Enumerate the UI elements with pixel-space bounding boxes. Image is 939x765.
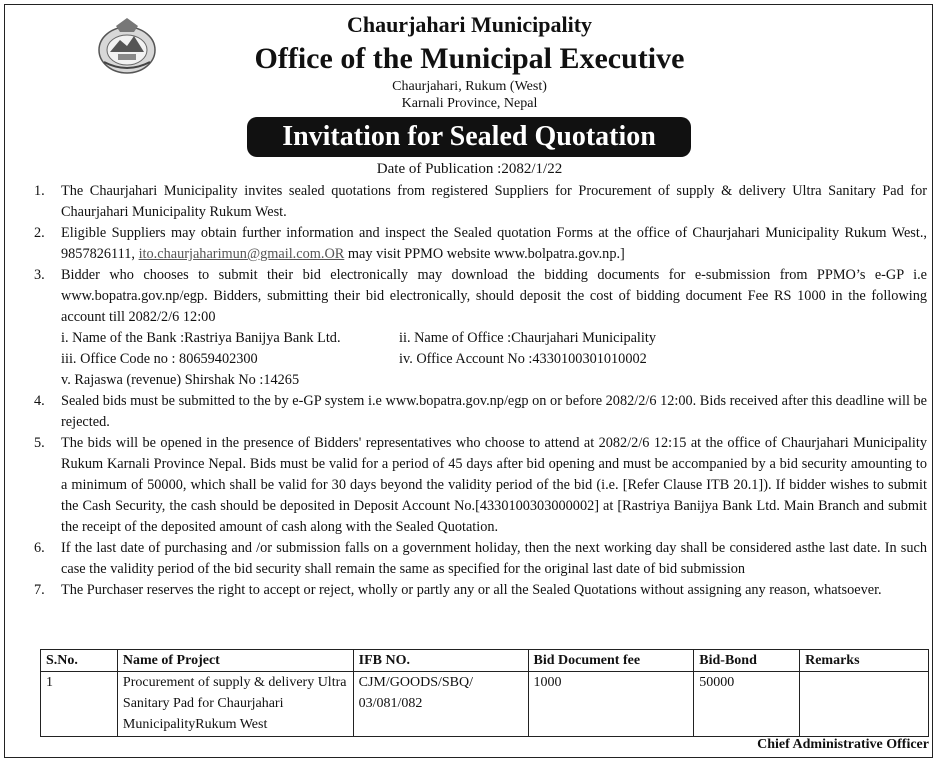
- clause-5: [0, 433, 927, 538]
- clause-number: 3.: [34, 267, 45, 283]
- cell-remarks: [800, 672, 929, 737]
- clause-number: 7.: [34, 582, 45, 598]
- notice-banner: Invitation for Sealed Quotation: [247, 117, 691, 157]
- clause-number: 5.: [34, 435, 45, 451]
- email-link[interactable]: ito.chaurjaharimun@gmail.com.OR: [138, 246, 345, 262]
- col-header-project: Name of Project: [117, 650, 353, 672]
- account-row-3: [0, 370, 939, 391]
- table-header-row: [41, 650, 929, 672]
- clause-number: 2.: [34, 225, 45, 241]
- municipality-name: Chaurjahari Municipality: [346, 12, 593, 37]
- col-header-ifb: IFB NO.: [353, 650, 528, 672]
- office-code: iii. Office Code no : 80659402300: [61, 351, 258, 367]
- clause-2: [0, 223, 927, 265]
- clause-text: Eligible Suppliers may obtain further information and inspect the Sealed quotation Forms at the office of Chaurjahari Municipality Rukum West., 9857826111,: [61, 225, 927, 262]
- cell-bond: 50000: [694, 672, 800, 737]
- office-title: Office of the Municipal Executive: [254, 42, 685, 75]
- office-name: ii. Name of Office :Chaurjahari Municipality: [399, 330, 657, 346]
- clause-text: Sealed bids must be submitted to the by e-GP system i.e www.bopatra.gov.np/egp on or before 2082/2/6 12:00. Bids received after this deadline will be rejected.: [61, 393, 927, 430]
- clause-text: Bidder who chooses to submit their bid electronically may download the bidding documents for e-submission from PPMO’s e-GP i.e www.bopatra.gov.np/egp. Bidders, submitting their bid electronically, should deposit the cost of bidding document Fee RS 1000 in the following account till 2082/2/6 12:00: [61, 267, 927, 325]
- bank-name: i. Name of the Bank :Rastriya Banijya Bank Ltd.: [61, 330, 341, 346]
- clause-number: 6.: [34, 540, 45, 556]
- clause-number: 4.: [34, 393, 45, 409]
- col-header-bond: Bid-Bond: [694, 650, 800, 672]
- office-account: iv. Office Account No :4330100301010002: [399, 351, 647, 367]
- col-header-remarks: Remarks: [800, 650, 929, 672]
- account-row-2: [0, 349, 939, 370]
- cell-project: Procurement of supply & delivery Ultra Sanitary Pad for Chaurjahari MunicipalityRukum West: [117, 672, 353, 737]
- account-row-1: [0, 328, 939, 349]
- clause-7: [0, 580, 927, 601]
- project-table: [40, 649, 929, 737]
- clause-number: 1.: [34, 183, 45, 199]
- signatory-title: Chief Administrative Officer: [757, 737, 929, 752]
- table-row: [41, 672, 929, 737]
- clause-text-end: may visit PPMO website www.bolpatra.gov.np.]: [344, 246, 625, 262]
- clause-text: If the last date of purchasing and /or submission falls on a government holiday, then the next working day shall be considered asthe last date. In such case the validity period of the bid security shall remain the same as specified for the original last date of bid submission: [61, 540, 927, 577]
- clause-4: [0, 391, 927, 433]
- clause-text: The Purchaser reserves the right to accept or reject, wholly or partly any or all the Sealed Quotations without assigning any reason, whatsoever.: [61, 582, 882, 598]
- notice-body: [0, 181, 939, 601]
- clause-3: [0, 265, 927, 328]
- clause-1: [0, 181, 927, 223]
- address-line-2: Karnali Province, Nepal: [401, 96, 538, 111]
- cell-ifb: CJM/GOODS/SBQ/ 03/081/082: [353, 672, 528, 737]
- cell-sno: 1: [41, 672, 118, 737]
- clause-6: [0, 538, 927, 580]
- rajaswa-shirshak: v. Rajaswa (revenue) Shirshak No :14265: [61, 372, 300, 388]
- publication-date: Date of Publication :2082/1/22: [376, 161, 563, 177]
- col-header-sno: S.No.: [41, 650, 118, 672]
- address-line-1: Chaurjahari, Rukum (West): [392, 79, 547, 94]
- col-header-fee: Bid Document fee: [528, 650, 694, 672]
- clause-text: The bids will be opened in the presence of Bidders' representatives who choose to attend at 2082/2/6 12:15 at the office of Chaurjahari Municipality Rukum Karnali Province Nepal. Bids must be valid for a period of 45 days after bid opening and must be accompanied by a bid security amounting to a minimum of 50000, which shall be valid for 30 days beyond the validity period of the bid (i.e. [Refer Clause ITB 20.1]). If bidder wishes to submit the Cash Security, the cash should be deposited in Deposit Account No.[4330100303000002] at [Rastriya Banijya Bank Ltd. Main Branch and submit the receipt of the deposited amount of cash along with the Sealed Quotation.: [61, 435, 927, 535]
- clause-text: The Chaurjahari Municipality invites sealed quotations from registered Suppliers for Procurement of supply & delivery Ultra Sanitary Pad for Chaurjahari Municipality Rukum West.: [61, 183, 927, 220]
- cell-fee: 1000: [528, 672, 694, 737]
